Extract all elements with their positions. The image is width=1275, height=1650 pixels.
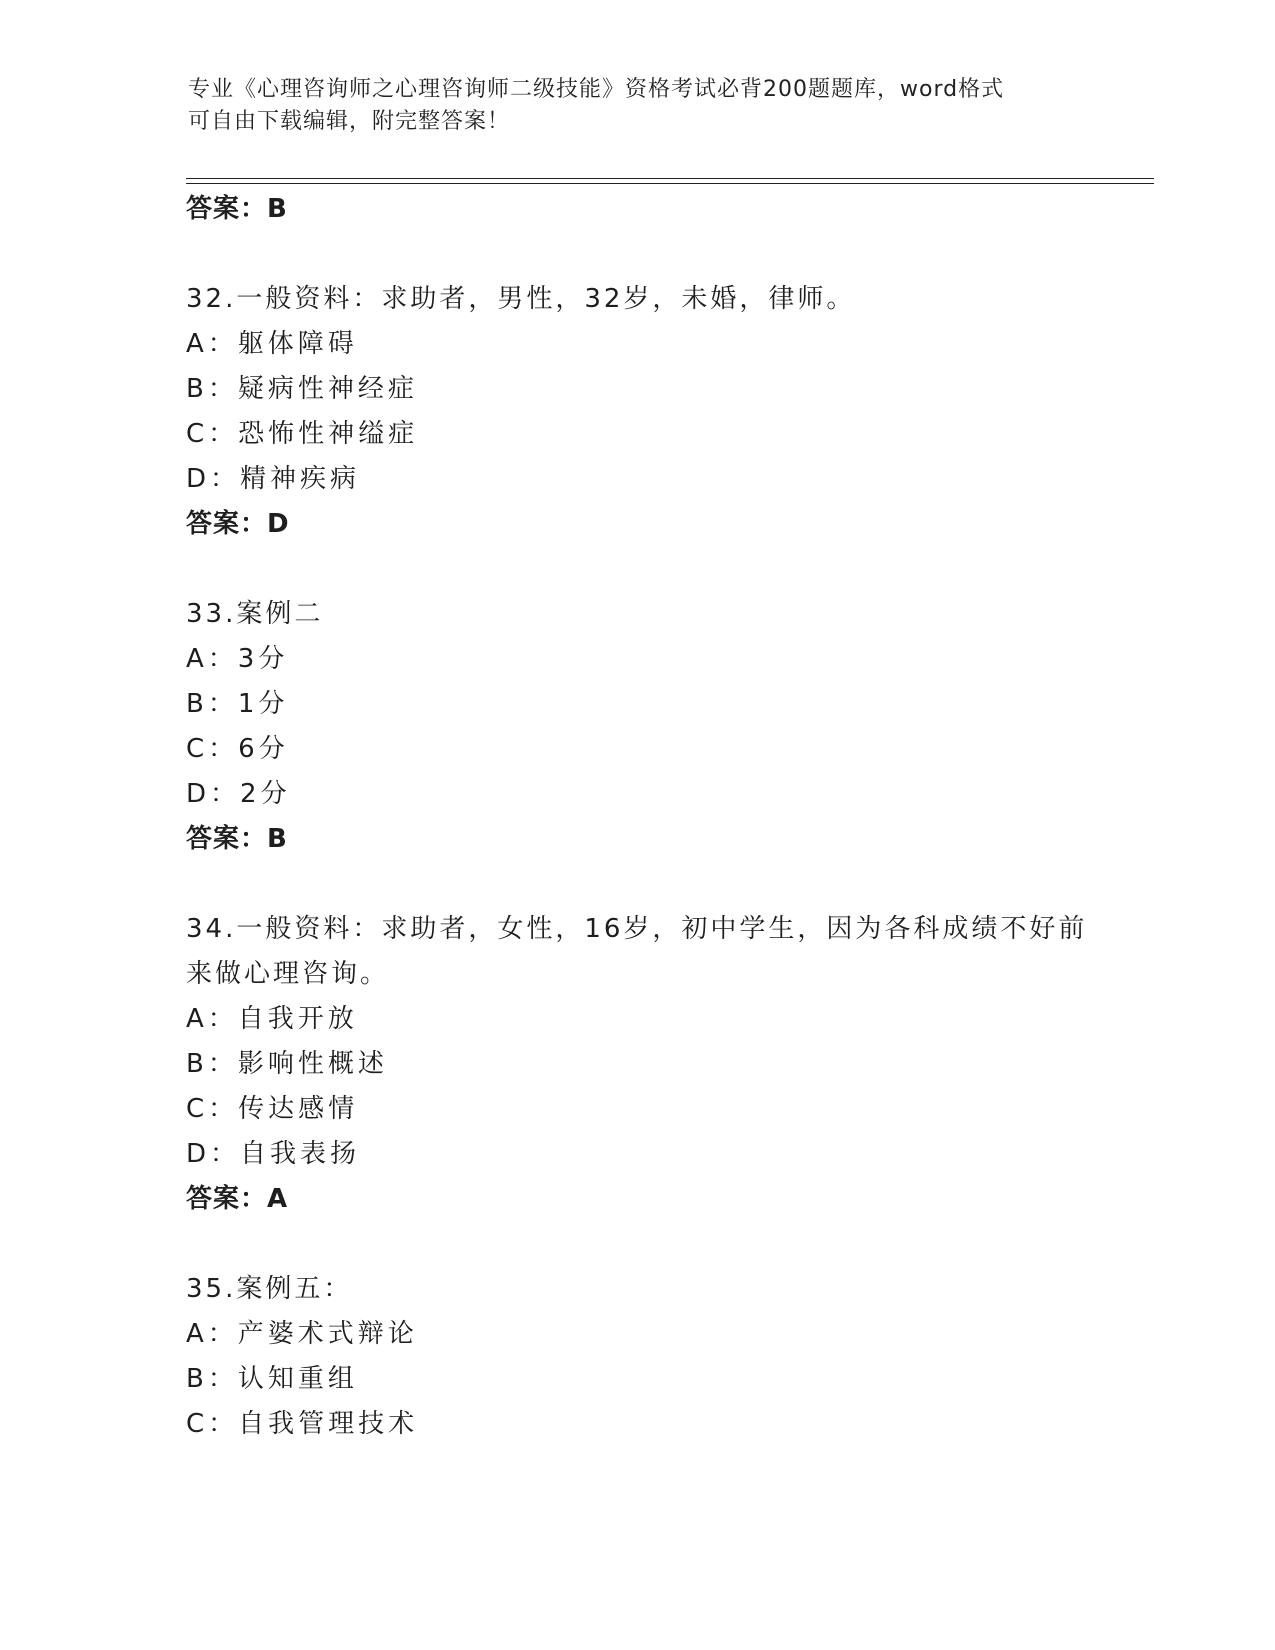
- option-d: D：2分: [186, 779, 291, 809]
- option-d: D：精神疾病: [186, 464, 361, 494]
- option-b: B：认知重组: [186, 1364, 358, 1394]
- answer-line: 答案：A: [186, 1184, 289, 1214]
- header-line-2: 可自由下载编辑，附完整答案！: [188, 109, 511, 134]
- option-b: B：影响性概述: [186, 1049, 388, 1079]
- question-stem: 33.案例二: [186, 599, 324, 629]
- question-stem-line-2: 来做心理咨询。: [186, 959, 390, 989]
- header-divider-top: [186, 178, 1154, 179]
- answer-line: 答案：D: [186, 509, 290, 539]
- answer-line: 答案：B: [186, 194, 288, 224]
- header-line-1: 专业《心理咨询师之心理咨询师二级技能》资格考试必背200题题库，word格式: [188, 77, 1005, 102]
- option-b: B：1分: [186, 689, 289, 719]
- option-c: C：恐怖性神缢症: [186, 419, 419, 449]
- document-header: [188, 74, 1088, 138]
- option-a: A：自我开放: [186, 1004, 358, 1034]
- option-b: B：疑病性神经症: [186, 374, 418, 404]
- option-a: A：产婆术式辩论: [186, 1319, 418, 1349]
- header-divider-bottom: [186, 183, 1154, 184]
- option-c: C：6分: [186, 734, 289, 764]
- option-a: A：躯体障碍: [186, 329, 358, 359]
- question-stem: 32.一般资料：求助者，男性，32岁，未婚，律师。: [186, 284, 856, 314]
- option-c: C：传达感情: [186, 1094, 359, 1124]
- option-a: A：3分: [186, 644, 289, 674]
- option-d: D：自我表扬: [186, 1139, 361, 1169]
- option-c: C：自我管理技术: [186, 1409, 419, 1439]
- answer-line: 答案：B: [186, 824, 288, 854]
- question-stem-line-1: 34.一般资料：求助者，女性，16岁，初中学生，因为各科成绩不好前: [186, 914, 1088, 944]
- question-stem: 35.案例五：: [186, 1274, 353, 1304]
